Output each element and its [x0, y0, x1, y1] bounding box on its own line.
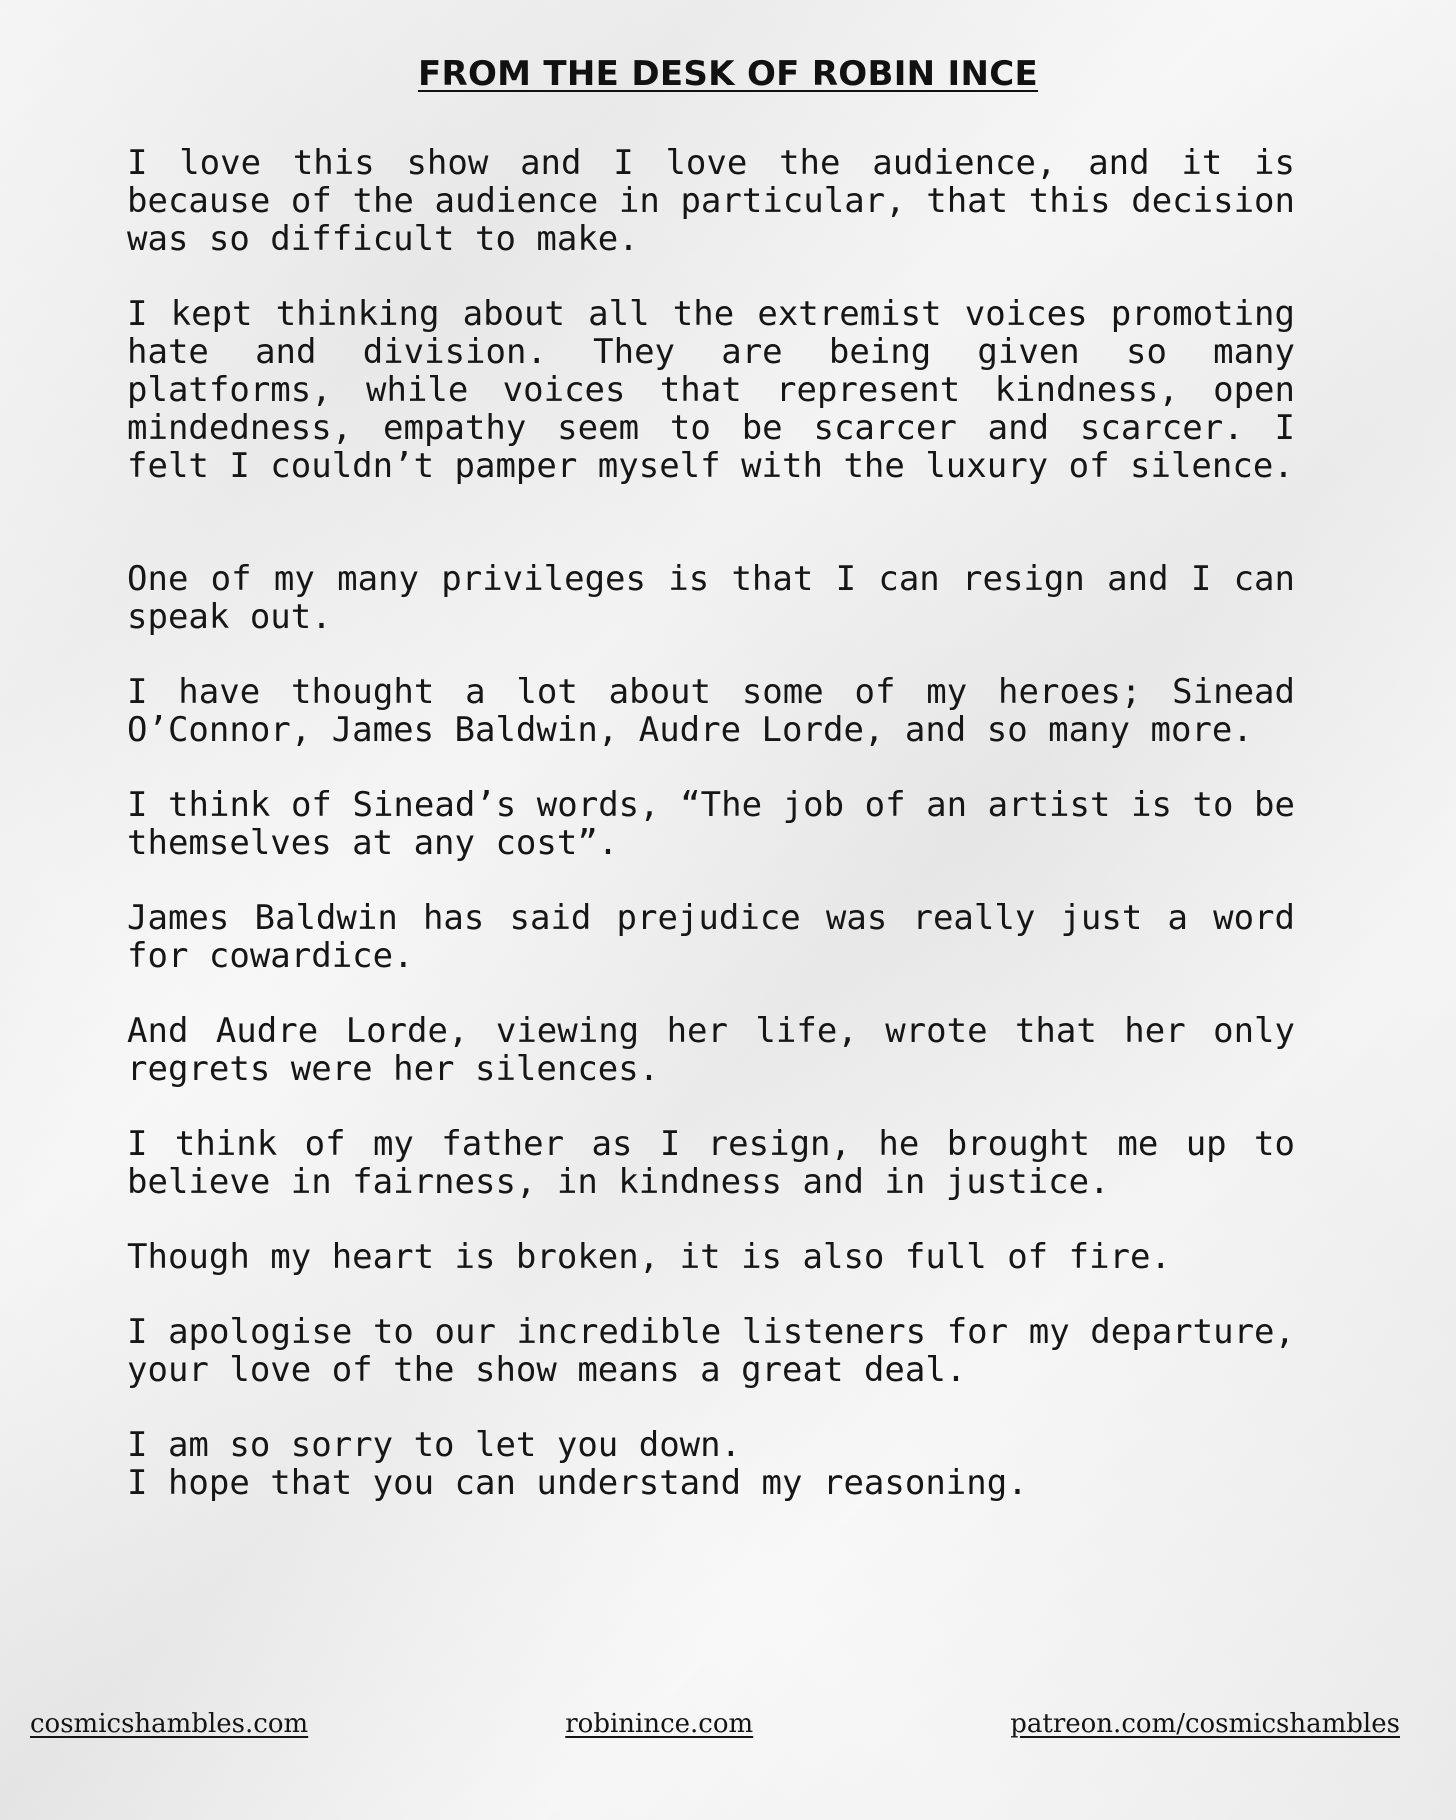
closing-line-1: I am so sorry to let you down. — [127, 1425, 742, 1465]
footer-link-cosmicshambles[interactable]: cosmicshambles.com — [30, 1709, 309, 1739]
paragraph-2: I kept thinking about all the extremist voices promoting hate and division. They are being given so many platforms, while voices that represent kindness, open mindedness, empathy seem to be scarcer and scarcer. I felt I couldn’t pamper myself with the luxury of silence. — [127, 294, 1295, 486]
paragraph-5: I think of Sinead’s words, “The job of an artist is to be themselves at any cost”. — [127, 785, 1295, 863]
footer-link-patreon[interactable]: patreon.com/cosmicshambles — [1010, 1709, 1400, 1739]
paragraph-1: I love this show and I love the audience, and it is because of the audience in particular, that this decision was so difficult to make. — [127, 143, 1295, 259]
paragraph-10: I apologise to our incredible listeners for my departure, your love of the show means a great deal. — [127, 1312, 1295, 1390]
paragraph-6: James Baldwin has said prejudice was really just a word for cowardice. — [127, 898, 1295, 976]
footer-link-robinince[interactable]: robinince.com — [565, 1709, 754, 1739]
letter-heading-text: FROM THE DESK OF ROBIN INCE — [417, 54, 1039, 94]
letter-heading — [0, 54, 1456, 94]
letter-body — [127, 144, 1295, 1502]
paragraph-4: I have thought a lot about some of my heroes; Sinead O’Connor, James Baldwin, Audre Lorde, and so many more. — [127, 672, 1295, 750]
closing-line-2: I hope that you can understand my reasoning. — [127, 1463, 1028, 1503]
footer-links — [30, 1704, 1400, 1744]
paragraph-7: And Audre Lorde, viewing her life, wrote that her only regrets were her silences. — [127, 1011, 1295, 1089]
closing-paragraph — [127, 1426, 1295, 1502]
paragraph-8: I think of my father as I resign, he brought me up to believe in fairness, in kindness and in justice. — [127, 1124, 1295, 1202]
paragraph-9: Though my heart is broken, it is also full of fire. — [127, 1237, 1171, 1277]
paragraph-3: One of my many privileges is that I can resign and I can speak out. — [127, 559, 1295, 637]
